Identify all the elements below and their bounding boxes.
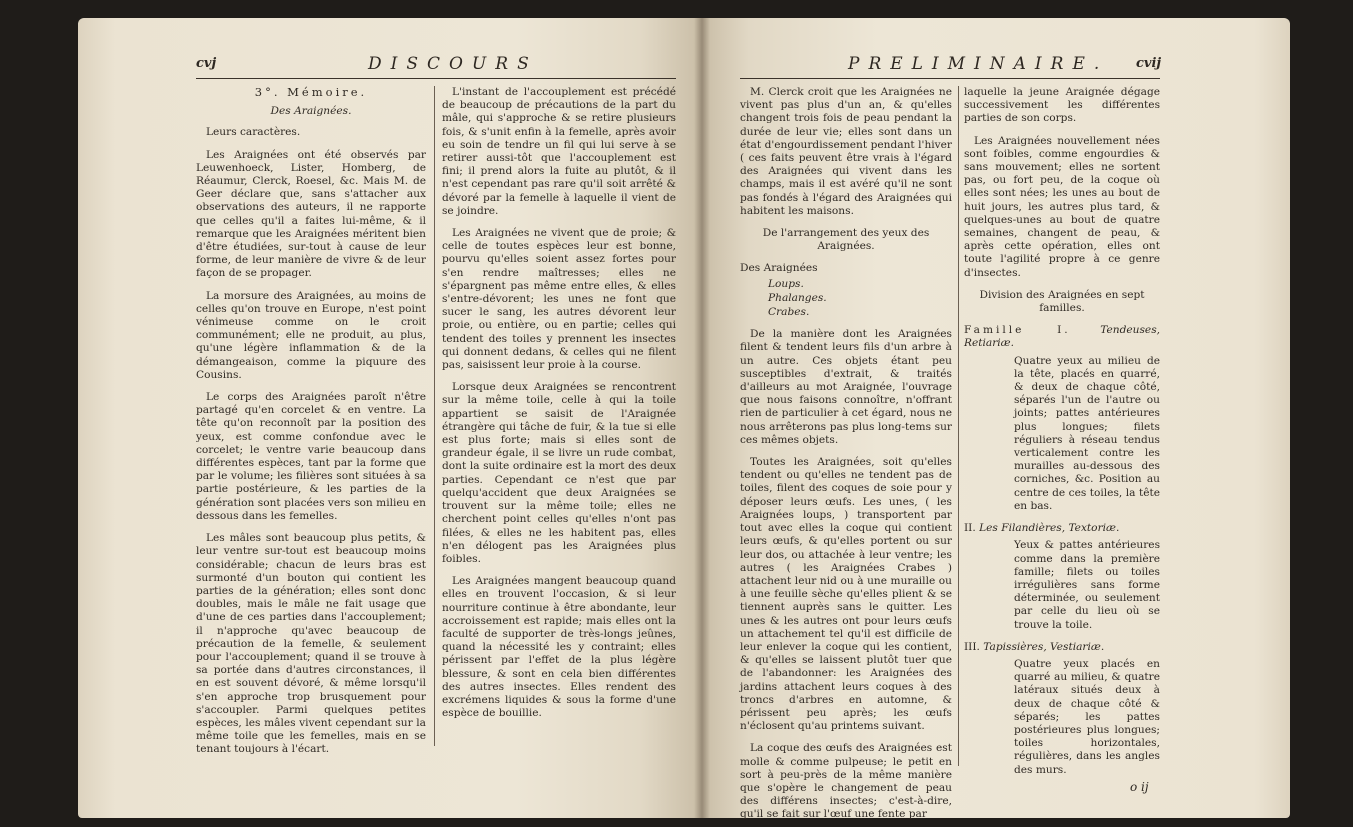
- paragraph: Les Araignées mangent beaucoup quand elles en trouvent l'occasion, & si leur nourriture continue à être abondante, leur accroissement est rapide; mais elles ont la faculté de supporter de très-longs jeûnes, quand la nécessité les y contraint; elles périssent par l'effet de la plus légère blessure, & sont en cela bien différentes des autres insectes. Elles rendent des excrémens liquides & sous la forme d'une espèce de bouillie.: [442, 575, 676, 720]
- right-column-1: [740, 86, 952, 827]
- paragraph: Toutes les Araignées, soit qu'elles tendent ou qu'elles ne tendent pas de toiles, filent des coques de soie pour y déposer leurs œufs. Les unes, ( les Araignées loups, ) transportent par tout avec elles la coque qui contient leurs œufs, & qu'elles portent ou sur leur dos, ou attachée à leur ventre; les autres ( les Araignées Crabes ) attachent leur nid ou à une muraille ou à une feuille sèche qu'elles plient & se tiennent auprès sans le quitter. Les unes & les autres ont pour leurs œufs un attachement tel qu'il est difficile de leur enlever la coque qui les contient, & qu'elles se laissent plutôt tuer que de l'abandonner: les Araignées des jardins attachent leurs coques à des troncs d'arbres en automne, & périssent peu après; les œufs n'éclosent qu'au printems suivant.: [740, 456, 952, 733]
- list-intro: Des Araignées: [740, 262, 818, 275]
- paragraph: Le corps des Araignées paroît n'être partagé qu'en corcelet & en ventre. La tête qu'on reconnoît par la position des yeux, est comme confondue avec le corcelet; le ventre varie beaucoup dans différentes espèces, tant par la forme que par le volume; les filières sont situées à sa partie postérieure, & les parties de la génération sont placées vers son milieu en dessous dans les femelles.: [196, 391, 426, 522]
- signature-mark: o ij: [1130, 780, 1149, 794]
- family-name: Tapissières, Vestiariæ.: [983, 640, 1105, 653]
- right-folio: cvij: [1136, 56, 1162, 71]
- right-column-2: [964, 86, 1160, 786]
- paragraph: Lorsque deux Araignées se rencontrent sur la même toile, celle à qui la toile appartient se saisit de l'Araignée étrangère qui tâche de fuir, & la tue si elle est plus forte; mais si elles sont de grandeur égale, il se livre un rude combat, dont la suite ordinaire est la mort des deux parties. Cependant ce n'est que par quelqu'accident que deux Araignées se trouvent sur la même toile; elles ne cherchent point celles qu'elles n'ont pas filées, & elles ne les habitent pas, elles n'en délogent pas les Araignées plus foibles.: [442, 381, 676, 565]
- family-label: II.: [964, 522, 976, 535]
- paragraph: Leurs caractères.: [206, 126, 301, 139]
- family-heading: [964, 522, 1160, 535]
- family-description: Quatre yeux au milieu de la tête, placés en quarré, & deux de chaque côté, séparés l'un de l'autre ou joints; pattes antérieures plus longues; filets réguliers à réseau tendus verticalement contre les murailles au-dessous des corniches, &c. Position au centre de ces toiles, la tête en bas.: [1014, 354, 1160, 512]
- section-heading: Division des Araignées en sept familles.: [979, 288, 1145, 315]
- paragraph: Les Araignées ont été observés par Leuwenhoeck, Lister, Homberg, de Réaumur, Clerck, Roesel, &c. Mais M. de Geer déclare que, sans s'attacher aux observations des auteurs, il ne rapporte que celles qu'il a faites lui-même, & il remarque que les Araignées méritent bien d'être étudiées, sur-tout à cause de leur forme, de leur manière de vivre & de leur façon de se propager.: [196, 148, 426, 280]
- family-label: III.: [964, 640, 980, 653]
- left-column-rule: [434, 86, 435, 746]
- list-item: Loups.: [768, 277, 804, 290]
- family-heading: [964, 641, 1160, 654]
- right-running-head: PRELIMINAIRE.: [848, 54, 1109, 74]
- list-item: Phalanges.: [768, 291, 827, 304]
- family-name: Les Filandières, Textoriæ.: [979, 522, 1120, 535]
- paragraph: La coque des œufs des Araignées est molle & comme pulpeuse; le petit en sort à peu-près de la même manière que s'opère le changement de peau des différens insectes; c'est-à-dire, qu'il se fait sur l'œuf une fente par: [740, 742, 952, 821]
- family-description: Quatre yeux placés en quarré au milieu, & quatre latéraux situés deux à deux de chaque côté & séparés; les pattes postérieures plus longues; toiles horizontales, régulières, dans les angles des murs.: [1014, 657, 1160, 776]
- family-name: Tendeuses, Retiariæ.: [964, 324, 1160, 350]
- family-description: Yeux & pattes antérieures comme dans la première famille; filets ou toiles irrégulières sans forme déterminée, ou seulement par celle du lieu où se trouve la toile.: [1014, 539, 1160, 631]
- family-heading: [964, 324, 1160, 350]
- paragraph: L'instant de l'accouplement est précédé de beaucoup de précautions de la part du mâle, qui s'approche & se retire plusieurs fois, & s'unit enfin à la femelle, après avoir eu soin de tendre un fil qui lui serve à se retirer aussi-tôt que l'accouplement est fini; il prend alors la fuite au plutôt, & il n'est cependant pas rare qu'il soit arrêté & dévoré par la femelle à laquelle il vient de se joindre.: [442, 86, 676, 217]
- paragraph: M. Clerck croit que les Araignées ne vivent pas plus d'un an, & qu'elles changent trois fois de peau pendant la durée de leur vie; elles sont dans un état d'engourdissement pendant l'hiver ( ces faits peuvent être vrais à l'égard des Araignées qui vivent dans les champs, mais il est avéré qu'il ne sont pas fondés à l'égard des Araignées qui habitent les maisons.: [740, 86, 952, 217]
- list-item: Crabes.: [768, 306, 810, 319]
- paragraph: La morsure des Araignées, au moins de celles qu'on trouve en Europe, n'est point vénimeuse comme on le croit communément; elle ne produit, au plus, qu'une légère inflammation & de la démangeaison, comme la piquure des Cousins.: [196, 289, 426, 381]
- paragraph: laquelle la jeune Araignée dégage successivement les différentes parties de son corps.: [964, 86, 1160, 125]
- paragraph: Les Araignées nouvellement nées sont foibles, comme engourdies & sans mouvement; elles ne sortent pas, ou fort peu, de la coque où elles sont nées; les unes au bout de huit jours, les autres plus tard, & quelques-unes au bout de quatre semaines, changent de peau, & après cette opération, elles ont toute l'agilité propre à ce genre d'insectes.: [964, 134, 1160, 279]
- section-heading: De l'arrangement des yeux des Araignées.: [762, 227, 930, 253]
- right-header-rule: [740, 78, 1160, 79]
- left-column-1: [196, 86, 426, 766]
- left-column-2: [442, 86, 676, 729]
- paragraph: Les Araignées ne vivent que de proie; & celle de toutes espèces leur est bonne, pourvu qu'elles soient assez fortes pour s'en rendre maîtresses; elles ne s'épargnent pas même entre elles, & elles s'entre-dévorent; les unes ne font que sucer le sang, les autres dévorent leur proie, ou entière, ou en partie; celles qui tendent des toiles y prennent les insectes qui donnent dedans, & celles qui ne filent pas, saisissent leur proie à la course.: [442, 227, 676, 372]
- left-header-rule: [196, 78, 676, 79]
- left-running-head: DISCOURS: [368, 54, 538, 74]
- memoire-subheading: Des Araignées.: [270, 105, 352, 118]
- book-gutter: [694, 18, 710, 818]
- paragraph: De la manière dont les Araignées filent & tendent leurs fils d'un arbre à un autre. Ces objets étant peu susceptibles d'extrait, & traités d'ailleurs au mot Araignée, l'ouvrage que nous faisons connoître, n'offrant rien de particulier à cet égard, nous ne nous arrêterons pas plus long-tems sur ces mêmes objets.: [740, 328, 952, 446]
- memoire-heading: 3°. Mémoire.: [254, 85, 368, 99]
- left-folio: cvj: [196, 56, 217, 71]
- paragraph: Les mâles sont beaucoup plus petits, & leur ventre sur-tout est beaucoup moins considérable; chacun de leurs bras est surmonté d'un bouton qui contient les parties de la génération; elles sont donc doubles, mais le mâle ne fait usage que d'une de ces parties dans l'accouplement; il n'approche qu'avec beaucoup de précaution de la femelle, & seulement pour l'accouplement; quand il se trouve à sa portée dans d'autres circonstances, il en est souvent dévoré, & même lorsqu'il s'en approche trop brusquement pour s'accoupler. Parmi quelques petites espèces, les mâles vivent cependant sur la même toile que les femelles, mais en se tenant toujours à l'écart.: [196, 532, 426, 756]
- right-column-rule: [958, 86, 959, 766]
- family-label: Famille I.: [964, 324, 1071, 337]
